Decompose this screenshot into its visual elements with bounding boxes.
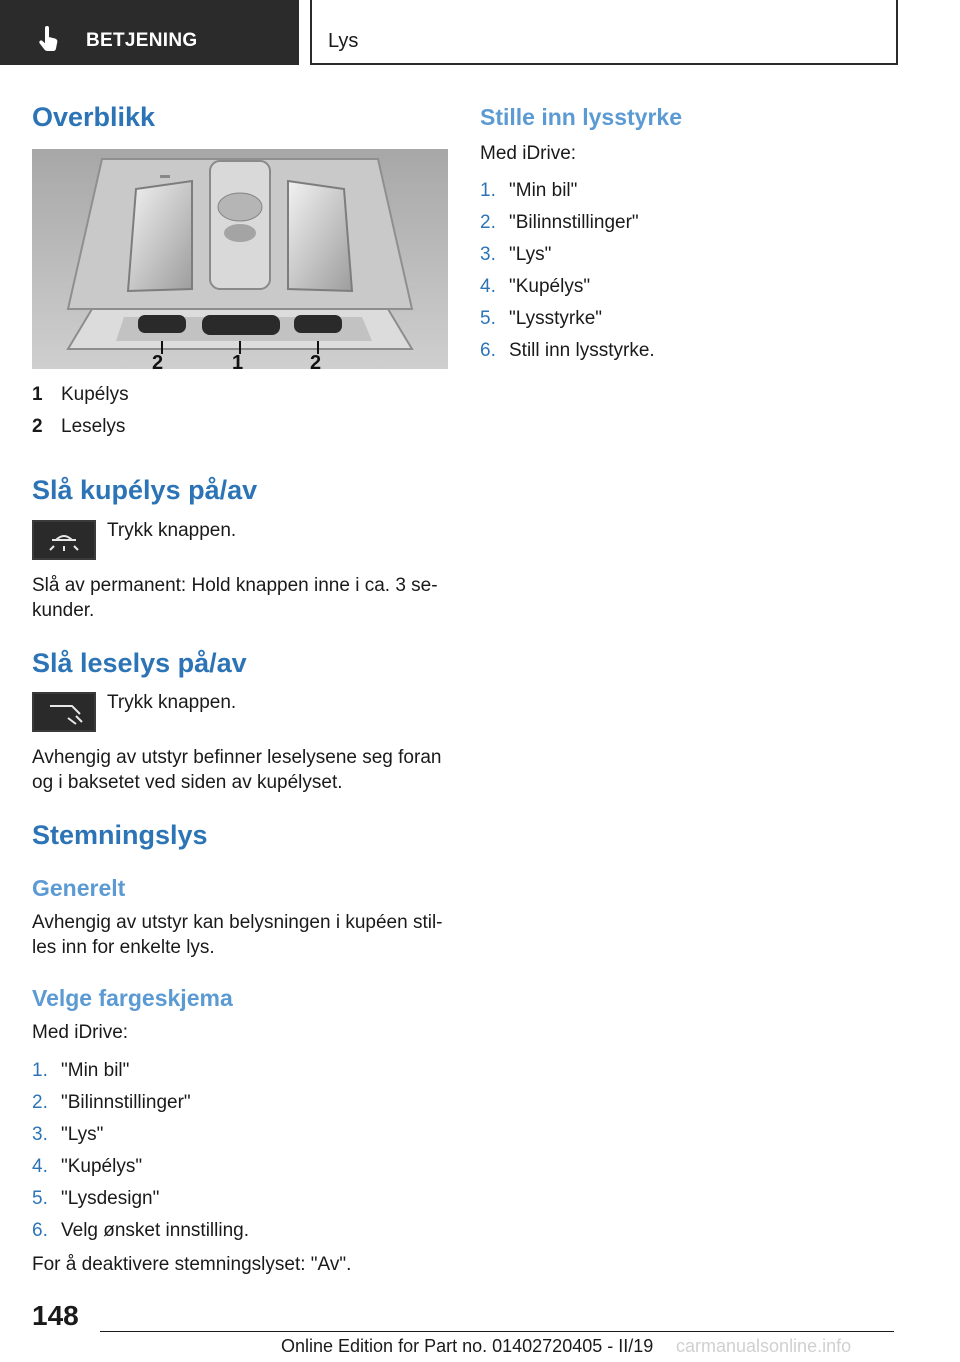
reading-light-button-icon [32,692,96,732]
subsection-title-fargeskjema: Velge fargeskjema [32,985,233,1011]
figure-callout-right: 2 [310,352,322,369]
section-title-kupelys: Slå kupélys på/av [32,475,258,505]
section-title-overblikk: Overblikk [32,102,156,132]
chapter-title: BETJENING [86,30,198,51]
edition-info: Online Edition for Part no. 01402720405 - II/19 [281,1336,654,1356]
figure-callout-left: 2 [152,352,164,369]
kupelys-instruction: Trykk knappen. [107,520,237,541]
leselys-instruction: Trykk knappen. [107,692,237,713]
overhead-console-figure [32,149,448,369]
hand-pointer-icon [38,26,60,52]
interior-light-button-icon [32,520,96,560]
footer-divider [100,1331,894,1332]
topic-title: Lys [328,30,359,52]
generelt-text-line1: Avhengig av utstyr kan belysningen i kupéen stil‐ [32,912,443,933]
kupelys-note-line2: kunder. [32,600,95,621]
section-title-leselys: Slå leselys på/av [32,648,247,678]
deactivate-note: For å deaktivere stemningslyset: "Av". [32,1254,352,1275]
kupelys-note-line1: Slå av permanent: Hold knappen inne i ca. 3 se‐ [32,575,438,596]
leselys-note-line2: og i baksetet ved siden av kupélyset. [32,772,343,793]
generelt-text-line2: les inn for enkelte lys. [32,937,215,958]
idrive-intro-left: Med iDrive: [32,1022,129,1043]
leselys-note-line1: Avhengig av utstyr befinner leselysene seg foran [32,747,442,768]
section-title-lysstyrke: Stille inn lysstyrke [480,104,682,130]
chapter-tab [0,0,299,65]
page-number: 148 [32,1300,79,1331]
section-title-stemningslys: Stemningslys [32,820,208,850]
figure-callout-center: 1 [232,352,244,369]
topic-tab [310,0,898,65]
subsection-title-generelt: Generelt [32,875,126,901]
idrive-intro-right: Med iDrive: [480,143,577,164]
watermark: carmanualsonline.info [676,1336,852,1356]
